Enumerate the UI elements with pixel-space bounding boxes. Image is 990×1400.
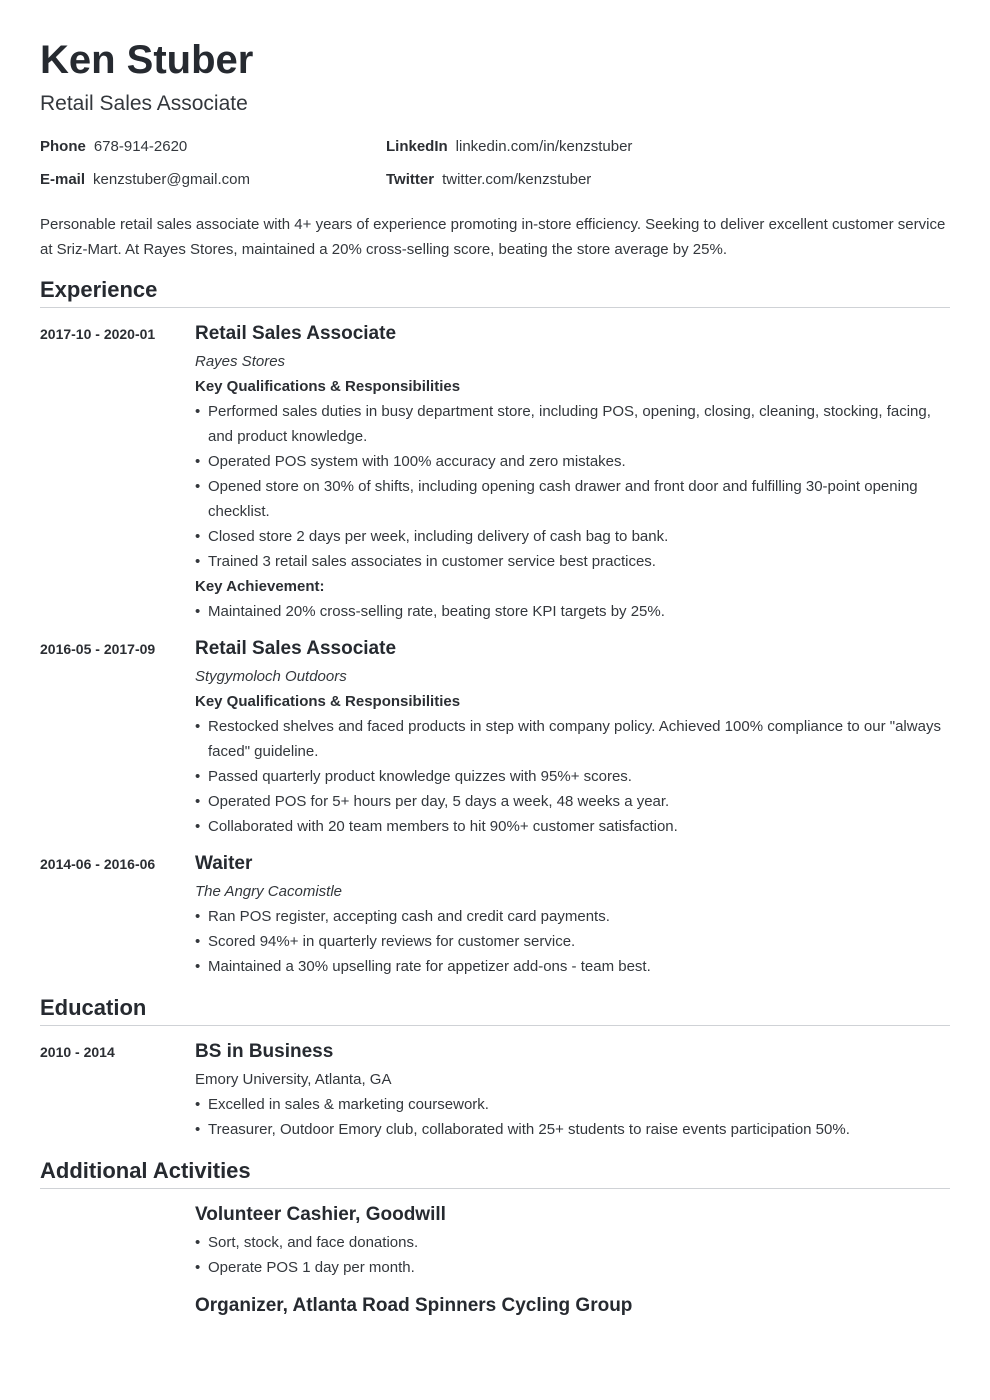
job-body	[195, 634, 950, 839]
list-item-text: Maintained 20% cross-selling rate, beating store KPI targets by 25%.	[208, 603, 665, 620]
activities-section	[40, 1157, 950, 1357]
job-role: Waiter	[195, 853, 253, 874]
job-dates: 2017-10 - 2020-01	[40, 326, 156, 342]
contact-block	[0, 0, 990, 200]
twitter-label: Twitter	[386, 171, 435, 188]
education-heading: Education	[40, 994, 950, 1026]
phone-value[interactable]: 678-914-2620	[93, 138, 188, 155]
list-item	[195, 764, 950, 789]
job-dates: 2014-06 - 2016-06	[40, 856, 156, 872]
experience-section	[40, 276, 950, 986]
bullet-icon: •	[195, 718, 201, 735]
activities-heading: Additional Activities	[40, 1157, 950, 1189]
job-bullet-list	[195, 399, 950, 574]
bullet-icon: •	[195, 453, 201, 470]
education-degree: BS in Business	[195, 1041, 334, 1062]
bullet-icon: •	[195, 1096, 201, 1113]
job-bullet-list	[195, 904, 950, 979]
list-item-text: Maintained a 30% upselling rate for appetizer add-ons - team best.	[208, 958, 651, 975]
list-item-text: Trained 3 retail sales associates in customer service best practices.	[208, 553, 656, 570]
bullet-icon: •	[195, 818, 201, 835]
job-body	[195, 849, 950, 979]
activity-body	[195, 1200, 950, 1280]
summary-text: Personable retail sales associate with 4+ years of experience promoting in-store efficiency. Seeking to deliver excellent customer service at Sriz-Mart. At Rayes Stores, maintained a 20% cross-selling score, beating the store average by 25%.	[40, 216, 946, 258]
list-item	[195, 449, 950, 474]
list-item-text: Operated POS system with 100% accuracy and zero mistakes.	[208, 453, 626, 470]
activity-title: Volunteer Cashier, Goodwill	[195, 1204, 446, 1225]
job-company: Rayes Stores	[195, 353, 286, 370]
education-dates: 2010 - 2014	[40, 1044, 115, 1060]
job-subheading: Key Qualifications & Responsibilities	[195, 693, 461, 710]
list-item-text: Operated POS for 5+ hours per day, 5 days a week, 48 weeks a year.	[208, 793, 670, 810]
experience-heading: Experience	[40, 276, 950, 308]
job-role: Retail Sales Associate	[195, 323, 397, 344]
education-institution: Emory University, Atlanta, GA	[195, 1071, 392, 1088]
list-item-text: Opened store on 30% of shifts, including opening cash drawer and front door and fulfilling 30-point opening checklist.	[208, 478, 918, 520]
list-item-text: Closed store 2 days per week, including delivery of cash bag to bank.	[208, 528, 669, 545]
bullet-icon: •	[195, 958, 201, 975]
job-subheading: Key Qualifications & Responsibilities	[195, 378, 461, 395]
education-bullet-list	[195, 1092, 950, 1142]
phone-label: Phone	[40, 138, 86, 155]
list-item	[195, 1255, 950, 1280]
education-body	[195, 1037, 950, 1142]
list-item	[195, 1117, 950, 1142]
list-item-text: Sort, stock, and face donations.	[208, 1234, 419, 1251]
education-section	[40, 994, 950, 1154]
job-subheading: Key Achievement:	[195, 578, 325, 595]
bullet-icon: •	[195, 1234, 201, 1251]
bullet-icon: •	[195, 1121, 201, 1138]
email-label: E-mail	[40, 171, 86, 188]
contact-phone	[40, 137, 187, 157]
list-item	[195, 814, 950, 839]
activity-bullet-list	[195, 1230, 950, 1280]
list-item-text: Performed sales duties in busy department store, including POS, opening, closing, cleaning, stocking, facing, and product knowledge.	[208, 403, 931, 445]
bullet-icon: •	[195, 553, 201, 570]
bullet-icon: •	[195, 528, 201, 545]
candidate-name: Ken Stuber	[40, 38, 254, 82]
list-item	[195, 1092, 950, 1117]
list-item	[195, 789, 950, 814]
list-item	[195, 714, 950, 764]
list-item-text: Collaborated with 20 team members to hit 90%+ customer satisfaction.	[208, 818, 678, 835]
job-body	[195, 319, 950, 624]
contact-linkedin	[386, 137, 632, 157]
contact-twitter	[386, 170, 591, 190]
list-item-text: Passed quarterly product knowledge quizzes with 95%+ scores.	[208, 768, 632, 785]
bullet-icon: •	[195, 403, 201, 420]
job-dates: 2016-05 - 2017-09	[40, 641, 156, 657]
list-item	[195, 549, 950, 574]
bullet-icon: •	[195, 603, 201, 620]
list-item	[195, 1230, 950, 1255]
contact-email	[40, 170, 250, 190]
achievement-list	[195, 599, 950, 624]
list-item-text: Scored 94%+ in quarterly reviews for customer service.	[208, 933, 576, 950]
bullet-icon: •	[195, 1259, 201, 1276]
list-item	[195, 904, 950, 929]
linkedin-link[interactable]: linkedin.com/in/kenzstuber	[455, 138, 633, 155]
list-item-text: Excelled in sales & marketing coursework.	[208, 1096, 489, 1113]
list-item-text: Operate POS 1 day per month.	[208, 1259, 415, 1276]
activity-title: Organizer, Atlanta Road Spinners Cycling Group	[195, 1295, 633, 1316]
activity-body	[195, 1291, 950, 1321]
list-item	[195, 399, 950, 449]
list-item-text: Ran POS register, accepting cash and credit card payments.	[208, 908, 610, 925]
bullet-icon: •	[195, 908, 201, 925]
twitter-link[interactable]: twitter.com/kenzstuber	[442, 171, 592, 188]
list-item	[195, 954, 950, 979]
candidate-title: Retail Sales Associate	[40, 92, 248, 115]
email-link[interactable]: kenzstuber@gmail.com	[93, 171, 250, 188]
job-role: Retail Sales Associate	[195, 638, 397, 659]
list-item-text: Treasurer, Outdoor Emory club, collaborated with 25+ students to raise events participation 50%.	[208, 1121, 850, 1138]
bullet-icon: •	[195, 768, 201, 785]
linkedin-label: LinkedIn	[386, 138, 448, 155]
list-item	[195, 474, 950, 524]
job-bullet-list	[195, 714, 950, 839]
list-item-text: Restocked shelves and faced products in step with company policy. Achieved 100% compliance to our "always faced" guideline.	[208, 718, 941, 760]
bullet-icon: •	[195, 793, 201, 810]
bullet-icon: •	[195, 933, 201, 950]
bullet-icon: •	[195, 478, 201, 495]
job-company: The Angry Cacomistle	[195, 883, 342, 900]
job-company: Stygymoloch Outdoors	[195, 668, 347, 685]
list-item	[195, 524, 950, 549]
list-item	[195, 929, 950, 954]
list-item	[195, 599, 950, 624]
